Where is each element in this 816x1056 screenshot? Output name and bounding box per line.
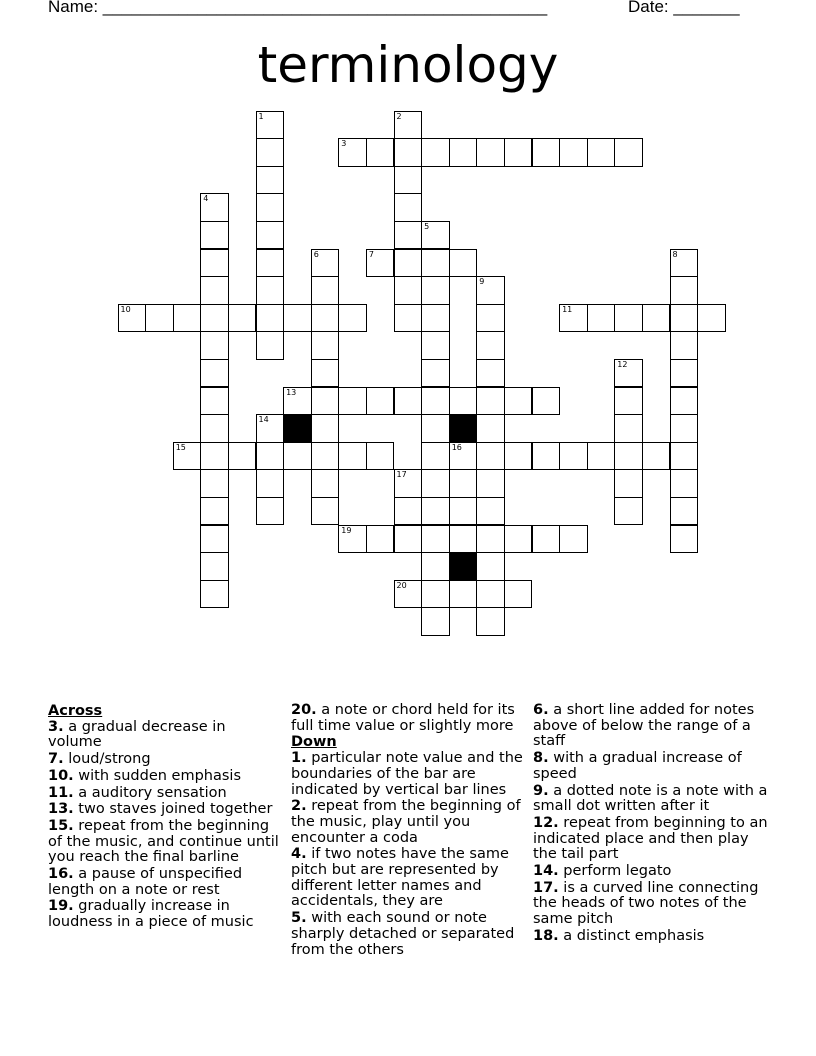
clue-number: 20 — [396, 580, 407, 590]
clue-number: 13. — [48, 801, 74, 818]
grid-cell[interactable] — [256, 304, 285, 333]
grid-cell[interactable] — [200, 414, 229, 443]
grid-cell[interactable] — [200, 359, 229, 388]
clue-number: 4. — [291, 846, 307, 863]
grid-cell[interactable] — [476, 276, 505, 305]
grid-cell[interactable] — [200, 552, 229, 581]
clue-text: two staves joined together — [73, 801, 273, 818]
grid-cell[interactable] — [476, 525, 505, 554]
down-clue — [533, 784, 773, 815]
grid-cell[interactable] — [421, 469, 450, 498]
grid-cell[interactable] — [256, 469, 285, 498]
clue-text: a gradual decrease in volume — [48, 718, 226, 751]
clue-number: 11 — [562, 304, 573, 314]
clue-text: perform legato — [558, 863, 672, 880]
grid-cell[interactable] — [504, 387, 533, 416]
clue-number: 12. — [533, 814, 559, 831]
clue-text: repeat from beginning to an indicated place and then play the tail part — [533, 814, 768, 863]
grid-cell[interactable] — [670, 276, 699, 305]
grid-cell[interactable] — [256, 249, 285, 278]
grid-cell[interactable] — [476, 442, 505, 471]
grid-cell[interactable] — [228, 442, 257, 471]
grid-cell[interactable] — [311, 497, 340, 526]
grid-cell[interactable] — [394, 193, 423, 222]
grid-cell[interactable] — [311, 331, 340, 360]
across-heading: Across — [48, 703, 103, 719]
grid-cell[interactable] — [670, 469, 699, 498]
clue-number: 11. — [48, 784, 74, 801]
grid-cell[interactable] — [256, 331, 285, 360]
grid-cell[interactable] — [394, 387, 423, 416]
grid-cell[interactable] — [559, 525, 588, 554]
grid-cell[interactable] — [421, 442, 450, 471]
clue-text: a dotted note is a note with a small dot written after it — [533, 782, 768, 815]
grid-cell[interactable] — [256, 497, 285, 526]
grid-cell[interactable] — [421, 414, 450, 443]
grid-cell[interactable] — [366, 249, 395, 278]
grid-cell[interactable] — [476, 331, 505, 360]
clue-number: 8. — [533, 750, 549, 767]
grid-cell[interactable] — [421, 276, 450, 305]
grid-cell[interactable] — [476, 138, 505, 167]
grid-cell[interactable] — [338, 138, 367, 167]
grid-cell[interactable] — [338, 387, 367, 416]
grid-cell[interactable] — [200, 193, 229, 222]
grid-cell[interactable] — [449, 138, 478, 167]
clue-number: 2. — [291, 798, 307, 815]
across-clue-list — [48, 720, 280, 931]
grid-cell[interactable] — [200, 331, 229, 360]
grid-cell[interactable] — [670, 249, 699, 278]
grid-cell[interactable] — [670, 331, 699, 360]
down-clue — [291, 911, 523, 958]
clue-number: 10. — [48, 767, 74, 784]
grid-cell[interactable] — [614, 304, 643, 333]
grid-cell[interactable] — [449, 525, 478, 554]
grid-cell[interactable] — [532, 387, 561, 416]
clue-text: repeat from the beginning of the music, and continue until you reach the final barline — [48, 817, 279, 866]
clue-number: 14. — [533, 863, 559, 880]
clue-number: 16 — [451, 442, 462, 452]
name-field[interactable]: Name: _______________________________________________ — [48, 0, 548, 16]
grid-cell[interactable] — [311, 469, 340, 498]
across-clue — [48, 899, 280, 930]
grid-cell[interactable] — [449, 469, 478, 498]
grid-cell[interactable] — [476, 387, 505, 416]
clue-number: 1. — [291, 750, 307, 767]
grid-cell[interactable] — [394, 497, 423, 526]
grid-cell[interactable] — [394, 580, 423, 609]
clue-text: a short line added for notes above of below the range of a staff — [533, 702, 755, 750]
down-clue — [291, 751, 523, 798]
grid-cell[interactable] — [476, 552, 505, 581]
grid-cell[interactable] — [559, 138, 588, 167]
grid-cell[interactable] — [449, 387, 478, 416]
clue-number: 3. — [48, 718, 64, 735]
clue-text: loud/strong — [63, 751, 151, 768]
down-clue — [533, 929, 773, 945]
grid-cell[interactable] — [504, 442, 533, 471]
grid-cell[interactable] — [366, 442, 395, 471]
grid-cell[interactable] — [256, 221, 285, 250]
across-clue — [48, 769, 280, 785]
clue-text: with each sound or note sharply detached or separated from the others — [291, 910, 515, 958]
clue-number: 17 — [396, 470, 407, 480]
grid-cell[interactable] — [394, 166, 423, 195]
down-heading: Down — [291, 734, 337, 751]
grid-cell[interactable] — [366, 138, 395, 167]
clue-text: repeat from the beginning of the music, play until you encounter a coda — [291, 798, 521, 846]
grid-cell[interactable] — [476, 304, 505, 333]
grid-cell[interactable] — [394, 138, 423, 167]
grid-cell[interactable] — [587, 304, 616, 333]
clue-text: particular note value and the boundaries of the bar are indicated by vertical bar lines — [291, 750, 523, 798]
grid-cell[interactable] — [283, 304, 312, 333]
grid-cell[interactable] — [421, 607, 450, 636]
grid-cell[interactable] — [200, 276, 229, 305]
grid-cell[interactable] — [256, 138, 285, 167]
across-clue — [291, 703, 523, 734]
across-clue — [48, 786, 280, 802]
clue-number: 2 — [396, 111, 402, 121]
clue-number: 20. — [291, 702, 317, 718]
page-title: terminology — [257, 36, 559, 94]
grid-cell[interactable] — [532, 525, 561, 554]
grid-cell[interactable] — [670, 387, 699, 416]
grid-cell[interactable] — [256, 193, 285, 222]
clue-text: a distinct emphasis — [558, 927, 705, 944]
black-square — [449, 552, 478, 581]
grid-cell[interactable] — [311, 359, 340, 388]
grid-cell[interactable] — [256, 111, 285, 140]
clue-number: 15 — [175, 442, 186, 452]
grid-cell[interactable] — [311, 387, 340, 416]
grid-cell[interactable] — [200, 249, 229, 278]
clue-text: if two notes have the same pitch but are represented by different letter names and accidentals, they are — [291, 846, 509, 910]
grid-cell[interactable] — [587, 442, 616, 471]
clue-number: 8 — [672, 249, 678, 259]
grid-cell[interactable] — [504, 525, 533, 554]
grid-cell[interactable] — [366, 525, 395, 554]
grid-cell[interactable] — [670, 497, 699, 526]
date-field[interactable]: Date: _______ — [628, 0, 740, 16]
clue-text: a auditory sensation — [73, 784, 227, 801]
grid-cell[interactable] — [118, 304, 147, 333]
grid-cell[interactable] — [587, 138, 616, 167]
down-clue — [533, 703, 773, 750]
clue-number: 7. — [48, 751, 64, 768]
grid-cell[interactable] — [476, 580, 505, 609]
clue-number: 12 — [617, 359, 628, 369]
across-clue-list-continued — [291, 703, 523, 734]
across-clue — [48, 867, 280, 898]
grid-cell[interactable] — [476, 359, 505, 388]
grid-cell[interactable] — [394, 111, 423, 140]
grid-cell[interactable] — [200, 304, 229, 333]
grid-cell[interactable] — [283, 387, 312, 416]
grid-cell[interactable] — [670, 359, 699, 388]
grid-cell[interactable] — [614, 442, 643, 471]
grid-cell[interactable] — [559, 442, 588, 471]
clue-number: 9 — [479, 277, 485, 287]
across-clue — [48, 720, 280, 751]
clue-number: 3 — [341, 139, 347, 149]
clue-text: gradually increase in loudness in a piece of music — [48, 898, 254, 931]
grid-cell[interactable] — [394, 525, 423, 554]
clue-number: 19. — [48, 898, 74, 915]
down-clue — [533, 881, 773, 928]
grid-cell[interactable] — [145, 304, 174, 333]
grid-cell[interactable] — [532, 442, 561, 471]
clues-column-3 — [533, 703, 773, 946]
grid-cell[interactable] — [311, 304, 340, 333]
clue-text: with a gradual increase of speed — [533, 750, 742, 782]
grid-cell[interactable] — [614, 387, 643, 416]
grid-cell[interactable] — [421, 387, 450, 416]
grid-cell[interactable] — [338, 442, 367, 471]
clues-column-2 — [291, 703, 523, 959]
grid-cell[interactable] — [256, 166, 285, 195]
down-clue — [533, 816, 773, 863]
black-square — [449, 414, 478, 443]
clue-number: 14 — [258, 415, 269, 425]
grid-cell[interactable] — [283, 442, 312, 471]
grid-cell[interactable] — [394, 276, 423, 305]
grid-cell[interactable] — [614, 414, 643, 443]
grid-cell[interactable] — [394, 249, 423, 278]
grid-cell[interactable] — [532, 138, 561, 167]
grid-cell[interactable] — [476, 469, 505, 498]
across-clue — [48, 752, 280, 768]
clue-number: 5 — [424, 221, 430, 231]
grid-cell[interactable] — [476, 414, 505, 443]
grid-cell[interactable] — [421, 304, 450, 333]
down-clue — [291, 799, 523, 846]
grid-cell[interactable] — [421, 525, 450, 554]
grid-cell[interactable] — [338, 304, 367, 333]
grid-cell[interactable] — [200, 525, 229, 554]
grid-cell[interactable] — [642, 304, 671, 333]
grid-cell[interactable] — [311, 276, 340, 305]
clue-number: 18. — [533, 927, 559, 944]
grid-cell[interactable] — [173, 442, 202, 471]
grid-cell[interactable] — [670, 525, 699, 554]
grid-cell[interactable] — [228, 304, 257, 333]
grid-cell[interactable] — [421, 497, 450, 526]
grid-cell[interactable] — [421, 249, 450, 278]
grid-cell[interactable] — [614, 469, 643, 498]
grid-cell[interactable] — [311, 414, 340, 443]
grid-cell[interactable] — [200, 497, 229, 526]
grid-cell[interactable] — [173, 304, 202, 333]
clue-text: with sudden emphasis — [73, 767, 242, 784]
clue-number: 4 — [203, 194, 209, 204]
grid-cell[interactable] — [614, 138, 643, 167]
clue-text: a note or chord held for its full time value or slightly more — [291, 702, 515, 734]
clues-column-1 — [48, 703, 280, 932]
across-clue — [48, 802, 280, 818]
grid-cell[interactable] — [200, 221, 229, 250]
grid-cell[interactable] — [200, 580, 229, 609]
grid-cell[interactable] — [504, 138, 533, 167]
grid-cell[interactable] — [394, 221, 423, 250]
grid-cell[interactable] — [670, 304, 699, 333]
black-square — [283, 414, 312, 443]
grid-cell[interactable] — [449, 497, 478, 526]
grid-cell[interactable] — [449, 442, 478, 471]
grid-cell[interactable] — [421, 580, 450, 609]
down-clue — [291, 847, 523, 910]
clue-number: 7 — [368, 249, 374, 259]
grid-cell[interactable] — [449, 580, 478, 609]
down-clue — [533, 864, 773, 880]
clue-number: 17. — [533, 879, 559, 896]
grid-cell[interactable] — [256, 414, 285, 443]
down-clue-list — [291, 751, 523, 958]
grid-cell[interactable] — [559, 304, 588, 333]
clue-number: 13 — [286, 387, 297, 397]
grid-cell[interactable] — [421, 138, 450, 167]
across-clue — [48, 819, 280, 866]
grid-cell[interactable] — [421, 331, 450, 360]
clue-number: 9. — [533, 782, 549, 799]
clue-number: 19 — [341, 525, 352, 535]
clue-number: 10 — [120, 304, 131, 314]
grid-cell[interactable] — [642, 442, 671, 471]
grid-cell[interactable] — [421, 359, 450, 388]
grid-cell[interactable] — [200, 387, 229, 416]
grid-cell[interactable] — [421, 552, 450, 581]
clue-number: 16. — [48, 866, 74, 883]
grid-cell[interactable] — [338, 525, 367, 554]
down-clue-list-continued — [533, 703, 773, 945]
grid-cell[interactable] — [394, 469, 423, 498]
grid-cell[interactable] — [449, 249, 478, 278]
grid-cell[interactable] — [311, 249, 340, 278]
clue-text: a pause of unspecified length on a note or rest — [48, 866, 243, 898]
grid-cell[interactable] — [670, 442, 699, 471]
clue-number: 1 — [258, 111, 264, 121]
clue-number: 6 — [313, 249, 319, 259]
grid-cell[interactable] — [614, 359, 643, 388]
grid-cell[interactable] — [504, 580, 533, 609]
clue-number: 6. — [533, 702, 549, 718]
grid-cell[interactable] — [200, 469, 229, 498]
grid-cell[interactable] — [476, 607, 505, 636]
grid-cell[interactable] — [256, 442, 285, 471]
down-clue — [533, 751, 773, 782]
grid-cell[interactable] — [311, 442, 340, 471]
grid-cell[interactable] — [670, 414, 699, 443]
grid-cell[interactable] — [614, 497, 643, 526]
grid-cell[interactable] — [394, 304, 423, 333]
grid-cell[interactable] — [200, 442, 229, 471]
clue-number: 5. — [291, 910, 307, 927]
grid-cell[interactable] — [476, 497, 505, 526]
clue-number: 15. — [48, 817, 74, 834]
clue-text: is a curved line connecting the heads of two notes of the same pitch — [533, 879, 759, 928]
grid-cell[interactable] — [256, 276, 285, 305]
grid-cell[interactable] — [697, 304, 726, 333]
grid-cell[interactable] — [421, 221, 450, 250]
grid-cell[interactable] — [366, 387, 395, 416]
